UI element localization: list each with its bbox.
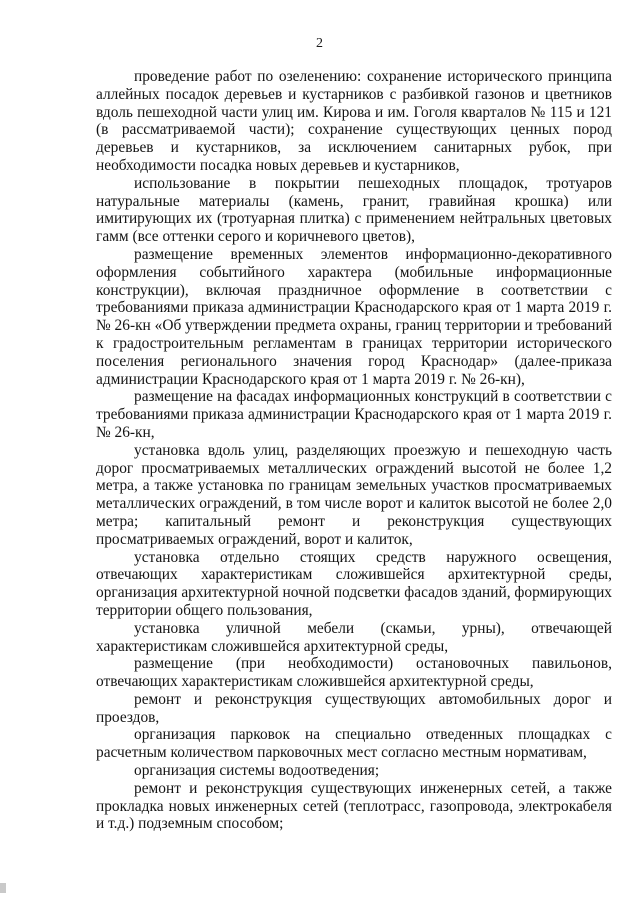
paragraph-drainage: организация системы водоотведения; (134, 762, 380, 780)
document-body (96, 68, 612, 833)
paragraph-parking: организация парковок на специально отведенных площадках с расчетным количеством парковочных мест согласно местным нормативам, (96, 726, 612, 762)
paragraph-road-repair: ремонт и реконструкция существующих автомобильных дорог и проездов, (96, 690, 612, 726)
paragraph-fencing: установка вдоль улиц, разделяющих проезжую и пешеходную часть дорог просматриваемых металлических ограждений высотой не более 1,2 метра, а также установка по границам земельных участков просматриваемых металлических ограждений, в том числе ворот и калиток высотой не более 2,0 метра; капитальный ремонт и реконструкция существующих просматриваемых ограждений, ворот и калиток, (96, 441, 612, 548)
paragraph-facade-signage: размещение на фасадах информационных конструкций в соответствии с требованиями приказа администрации Краснодарского края от 1 марта 2019 г. № 26-кн, (96, 388, 612, 441)
paragraph-utility-networks: ремонт и реконструкция существующих инженерных сетей, а также прокладка новых инженерных сетей (теплотрасс, газопровода, электрокабеля и т.д.) подземным способом; (96, 779, 612, 833)
scan-edge-mark (0, 883, 6, 893)
paragraph-bus-shelters: размещение (при необходимости) остановочных павильонов, отвечающих характеристикам сложившейся архитектурной среды, (96, 655, 612, 691)
paragraph-street-furniture: установка уличной мебели (скамьи, урны), отвечающей характеристикам сложившейся архитектурной среды, (96, 619, 612, 655)
paragraph-temporary-decor: размещение временных элементов информационно-декоративного оформления событийного характера (мобильные информационные конструкции), включая праздничное оформление в соответствии с требованиями приказа администрации Краснодарского края от 1 марта 2019 г. № 26-кн «Об утверждении предмета охраны, границ территории и требований к градостроительным регламентам в границах территории исторического поселения регионального значения город Краснодар» (далее-приказа администрации Краснодарского края от 1 марта 2019 г. № 26-кн), (96, 245, 612, 388)
page-number: 2 (316, 36, 323, 51)
paragraph-outdoor-lighting: установка отдельно стоящих средств наружного освещения, отвечающих характеристикам сложившейся архитектурной среды, организация архитектурной ночной подсветки фасадов зданий, формирующих территории общего пользования, (96, 548, 613, 619)
paragraph-landscaping: проведение работ по озеленению: сохранение исторического принципа аллейных посадок деревьев и кустарников с разбивкой газонов и цветников вдоль пешеходной части улиц им. Кирова и им. Гоголя кварталов № 115 и 121 (в рассматриваемой части); сохранение существующих ценных пород деревьев и кустарников, за исключением санитарных рубок, при необходимости посадка новых деревьев и кустарников, (96, 68, 612, 174)
paragraph-paving-materials: использование в покрытии пешеходных площадок, тротуаров натуральные материалы (камень, гранит, гравийная крошка) или имитирующих их (тротуарная плитка) с применением нейтральных цветовых гамм (все оттенки серого и коричневого цветов), (96, 174, 612, 246)
